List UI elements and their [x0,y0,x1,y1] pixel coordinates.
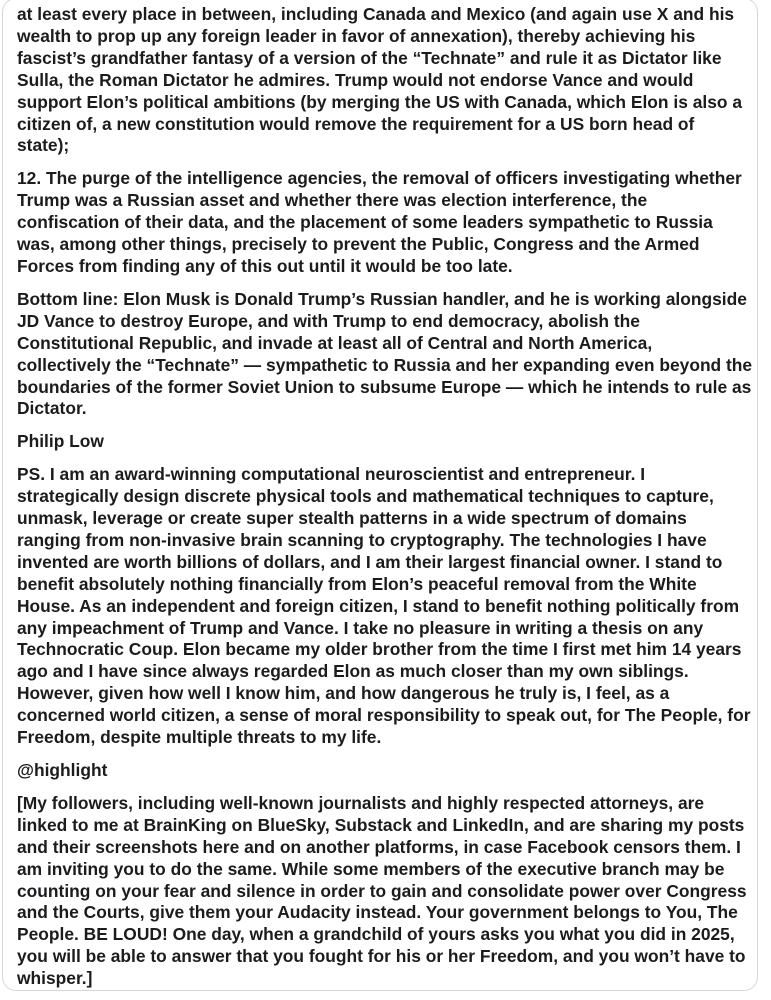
text-line: whisper.] [17,968,93,989]
text-line: linked to me at BrainKing on BlueSky, Substack and LinkedIn, and are sharing my posts [17,814,745,835]
text-line: boundaries of the former Soviet Union to subsume Europe — which he intends to rule as [17,376,752,397]
text-line: was, among other things, precisely to prevent the Public, Congress and the Armed [17,234,700,255]
text-line: and the Courts, give them your Audacity instead. Your government belongs to You, The [17,902,738,923]
text-line: benefit absolutely nothing financially from Elon’s peaceful removal from the White [17,573,697,594]
text-line: Constitutional Republic, and invade at least all of Central and North America, [17,332,653,353]
text-line: at least every place in between, including Canada and Mexico (and again use X and his [17,4,735,24]
mention-highlight[interactable] [17,760,752,782]
text-line: state); [17,135,70,156]
text-line: collectively the “Technate” — sympathetic to Russia and her expanding even beyond the [17,354,753,375]
text-line: invented are worth billions of dollars, and I am their largest financial owner. I stand to [17,551,723,572]
text-line: JD Vance to destroy Europe, and with Trump to end democracy, abolish the [17,310,640,331]
text-line: unmask, leverage or create super stealth patterns in a wide spectrum of domains [17,508,687,529]
text-line: you will be able to answer that you fought for his or her Freedom, and you won’t have to [17,946,746,967]
text-line: citizen of, a new constitution would remove the requirement for a US born head of [17,113,695,134]
text-line: Technocratic Coup. Elon became my older brother from the time I first met him 14 years [17,639,742,660]
text-line: 12. The purge of the intelligence agencies, the removal of officers investigating whether [17,168,742,189]
author-signature [17,431,752,453]
text-line: Trump was a Russian asset and whether there was election interference, the [17,190,648,211]
text-line: concerned world citizen, a sense of moral responsibility to speak out, for The People, for [17,705,751,726]
text-line: Freedom, despite multiple threats to my life. [17,727,382,748]
text-line: strategically design discrete physical tools and mathematical techniques to capture, [17,486,714,507]
text-line: confiscation of their data, and the placement of some leaders sympathetic to Russia [17,212,713,233]
paragraph-point-12 [17,168,752,278]
text-line: House. As an independent and foreign citizen, I stand to benefit nothing politically from [17,595,740,616]
text-line: However, given how well I know him, and how dangerous he truly is, I feel, as a [17,683,670,704]
text-line: counting on your fear and silence in order to gain and consolidate power over Congress [17,880,747,901]
mention-text[interactable]: @highlight [17,760,108,780]
post-card [2,0,758,991]
text-line: ago and I have since always regarded Elon as much closer than my own siblings. [17,661,689,682]
text-line: ranging from non-invasive brain scanning to cryptography. The technologies I have [17,529,707,550]
text-line: Forces from finding any of this out until it would be too late. [17,255,513,276]
signature-text: Philip Low [17,431,104,452]
paragraph-continuation [17,4,752,157]
text-line: am inviting you to do the same. While some members of the executive branch may be [17,858,725,879]
text-line: Bottom line: Elon Musk is Donald Trump’s Russian handler, and he is working alongside [17,288,747,309]
text-line: wealth to prop up any foreign leader in favor of annexation), thereby achieving his [17,25,696,46]
text-line: any impeachment of Trump and Vance. I take no pleasure in writing a thesis on any [17,617,704,638]
text-line: fascist’s grandfather fantasy of a version of the “Technate” and rule it as Dictator like [17,47,722,68]
paragraph-ps [17,464,752,749]
paragraph-followers [17,793,752,990]
post-body [17,4,752,991]
text-line: and their screenshots here and on another platforms, in case Facebook censors them. I [17,836,741,857]
text-line: Sulla, the Roman Dictator he admires. Trump would not endorse Vance and would [17,69,694,90]
text-line: Dictator. [17,398,87,419]
paragraph-bottom-line [17,289,752,420]
text-line: [My followers, including well-known journalists and highly respected attorneys, are [17,792,705,813]
text-line: support Elon’s political ambitions (by merging the US with Canada, which Elon is also a [17,91,743,112]
text-line: People. BE LOUD! One day, when a grandchild of yours asks you what you did in 2025, [17,924,735,945]
text-line: PS. I am an award-winning computational neuroscientist and entrepreneur. I [17,464,646,485]
